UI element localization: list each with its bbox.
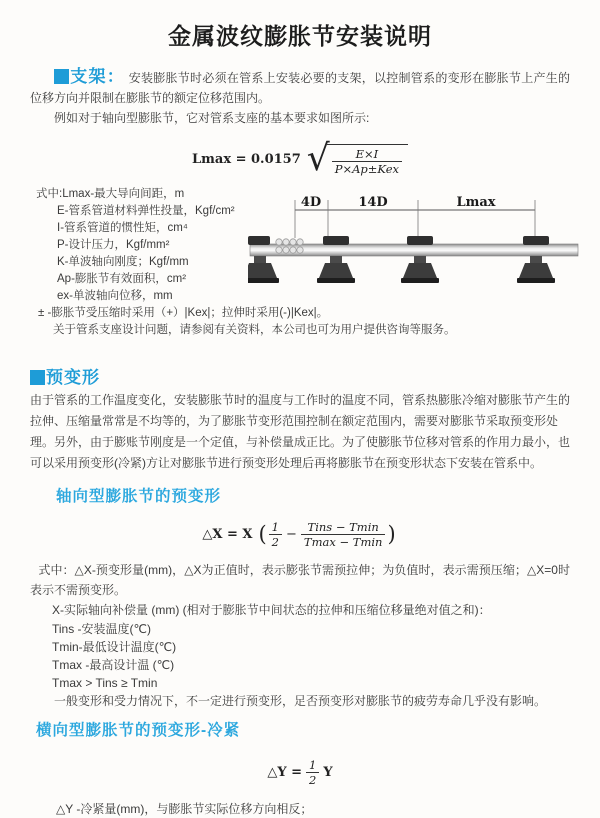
fraction-denominator: Tmax − Tmin: [301, 534, 386, 549]
preform-body-paragraph: 由于管系的工作温度变化，安装膨胀节时的温度与工作时的温度不同，管系热膨胀冷缩对膨胀节产生的拉伸、压缩量常常是不均等的，为了膨胀节变形范围控制在额定范围内，需要对膨胀节采取预变形处理。另外，由于膨账节刚度是一个定值，与补偿量成正比。为了使膨胀节位移对管系的作用力最小，也可以采用预变形(冷紧)方让对膨胀节进行预变形处理后再将膨胀节在预变形状态下安装在管系中。: [30, 393, 571, 470]
close-paren: ): [387, 522, 396, 546]
support-example-line: 例如对于轴向型膨胀节，它对管系支座的基本要求如图所示:: [54, 111, 370, 125]
fraction-denominator: 2: [269, 534, 282, 549]
dim-label-lmax: Lmax: [456, 195, 496, 210]
fraction-numerator: 1: [309, 757, 317, 772]
lmax-formula: [30, 136, 570, 182]
variable-line: K-单波轴向刚度；Kgf/mm: [57, 256, 189, 268]
temperature-fraction: [301, 520, 386, 549]
fraction-numerator: 1: [271, 519, 279, 534]
open-paren: (: [258, 522, 267, 546]
support-intro-paragraph: [30, 67, 570, 108]
preform-section-heading: 预变形: [46, 368, 100, 387]
temp-line: Tmin-最低设计温度(℃): [52, 640, 177, 654]
lateral-preform-formula: [30, 752, 570, 792]
temp-line: Tins -安装温度(℃): [52, 622, 152, 636]
cold-tightening-note: △Y -冷紧量(mm)，与膨胀节实际位移方向相反；: [56, 802, 313, 816]
axial-formula-lhs: △X = X: [202, 526, 253, 542]
dim-label-4d: 4D: [300, 195, 322, 210]
variable-line: I-管系管道的惯性矩，cm⁴: [57, 222, 188, 234]
fraction-denominator: 2: [306, 772, 319, 787]
general-deformation-note: 一般变形和受力情况下，不一定进行预变形，足否预变形对膨胀节的疲劳寿命几乎没有影响。: [54, 694, 547, 708]
lmax-formula-lhs: Lmax = 0.0157: [192, 151, 301, 167]
temperature-definitions: [30, 620, 570, 692]
axial-formula-note: 式中：△X-预变形量(mm)，△X为正值时，表示膨张节需预拉伸；为负值时，表示需预压缩；△X=0时表示不需预变形。: [30, 563, 570, 597]
one-half-fraction: [306, 758, 319, 787]
axial-preform-formula: [30, 512, 570, 556]
fraction-numerator: Tins − Tmin: [307, 519, 379, 534]
dim-label-14d: 14D: [358, 195, 388, 210]
minus-sign: −: [286, 526, 297, 542]
variable-line: ex-单波轴向位移，mm: [57, 290, 173, 302]
sqrt-radical: [306, 138, 408, 179]
sqrt-sign: √: [306, 138, 330, 179]
lmax-fraction: [332, 147, 402, 176]
lmax-fraction-denominator: P×Ap±Kex: [332, 161, 402, 176]
variable-line: Ap-膨胀节有效面积，cm²: [57, 273, 187, 285]
page-title: 金属波纹膨胀节安装说明: [168, 23, 432, 49]
axial-preform-subheading: 轴向型膨胀节的预变形: [56, 488, 222, 505]
variable-line: 式中:Lmax-最大导向间距，m: [36, 188, 185, 200]
sqrt-body: [326, 144, 408, 176]
lmax-fraction-numerator: E×I: [355, 147, 379, 161]
x-definition-line: X-实际轴向补偿量 (mm) (相对于膨胀节中间状态的拉伸和压缩位移量绝对值之和)：: [52, 603, 491, 617]
variable-definition-list: [36, 186, 570, 305]
support-intro-text: 安装膨胀节时必须在管系上安装必要的支架，以控制管系的变形在膨胀节上产生的位移方向并限制在膨胀节的额定位移范围内。: [30, 71, 571, 105]
variable-line: E-管系管道材料弹性投量，Kgf/cm²: [57, 205, 235, 217]
temp-line: Tmax -最高设计温 (℃): [52, 658, 175, 672]
support-section-heading: 支架：: [70, 67, 126, 86]
consulting-note: 关于管系支座设计问题，请参阅有关资料，本公司也可为用户提供咨询等服务。: [53, 324, 456, 336]
lateral-preform-subheading: 横向型膨胀节的预变形-冷紧: [36, 722, 241, 739]
temp-line: Tmax > Tins ≥ Tmin: [52, 676, 158, 690]
section-square-icon: [30, 370, 45, 385]
preform-section-heading-row: [30, 363, 570, 388]
lateral-formula-rhs: Y: [323, 764, 333, 780]
section-square-icon: [54, 69, 69, 84]
plus-minus-note: ± -膨胀节受压缩时采用（+）|Kex|；拉伸时采用(-)|Kex|。: [38, 307, 329, 319]
lateral-formula-lhs: △Y =: [267, 764, 303, 780]
one-half-fraction: [269, 520, 282, 549]
variable-line: P-设计压力，Kgf/mm²: [57, 239, 170, 251]
